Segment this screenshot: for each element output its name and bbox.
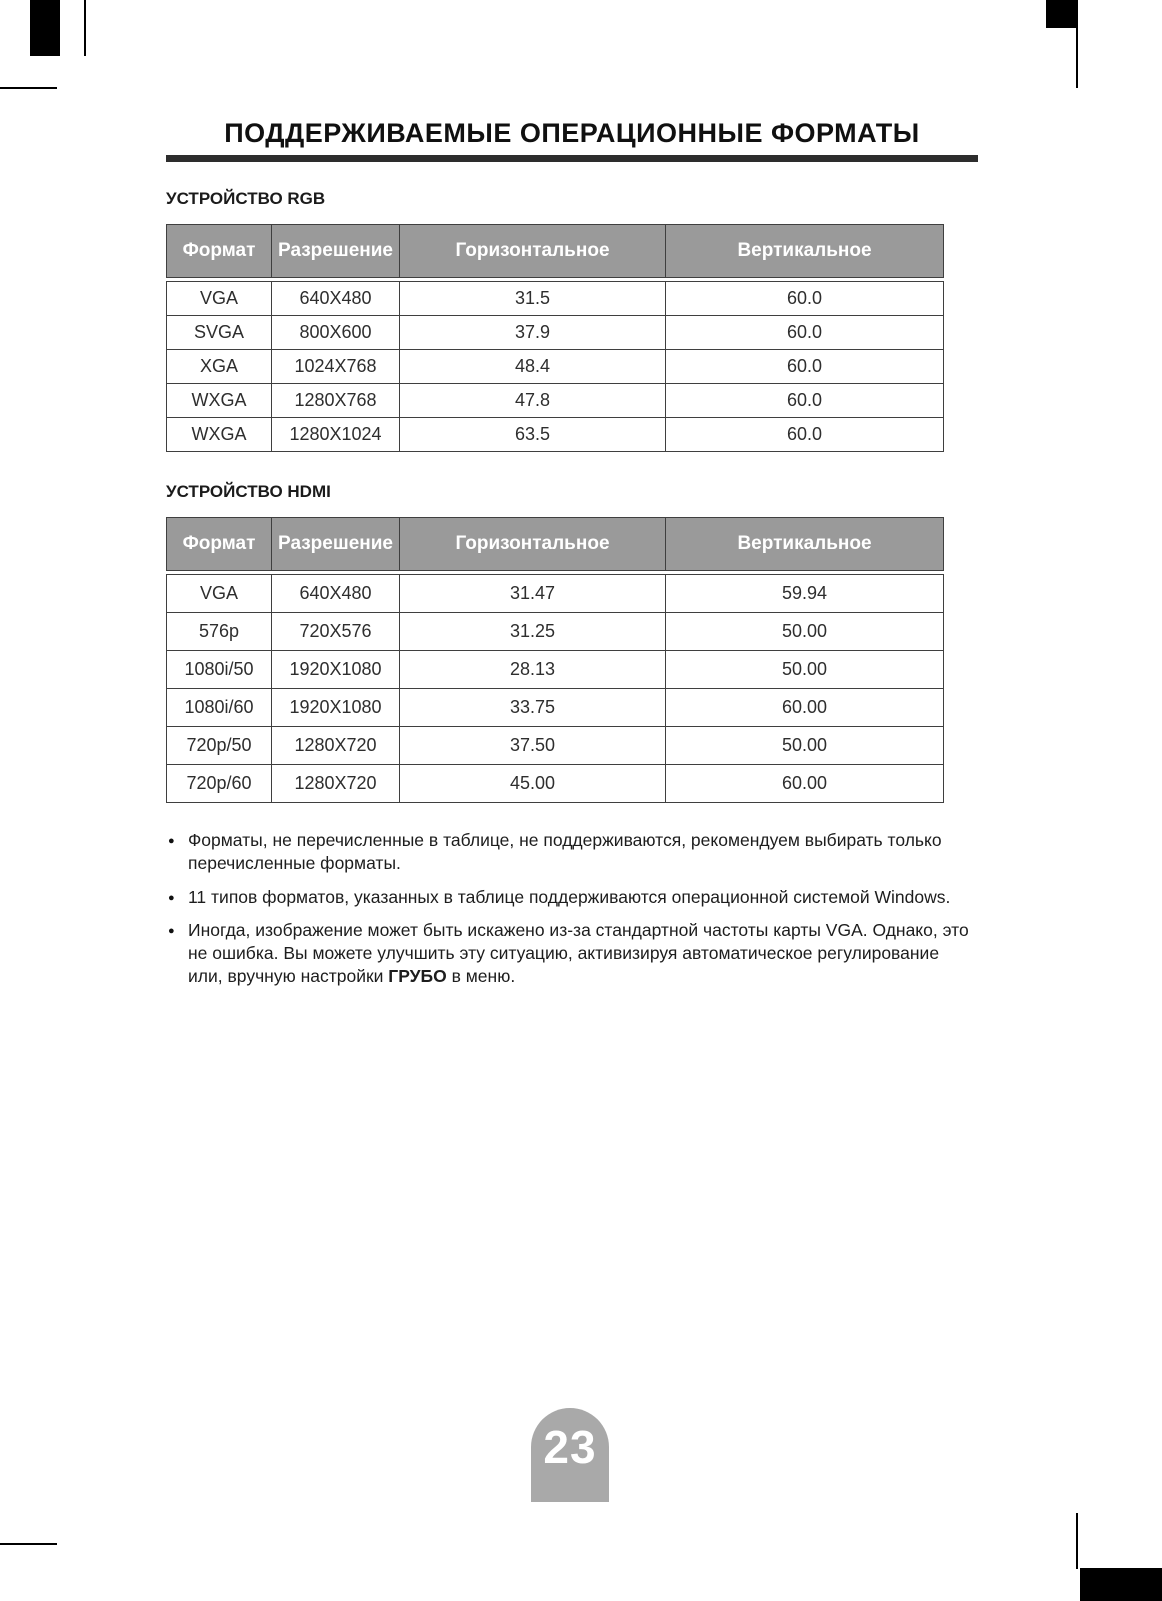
bullet-icon <box>166 919 188 989</box>
hdmi-table-header-row <box>166 517 944 571</box>
table-cell: 1024X768 <box>271 350 399 383</box>
table-cell: 60.0 <box>665 350 943 383</box>
rgb-table-body <box>166 281 944 452</box>
note-text: 11 типов форматов, указанных в таблице поддерживаются операционной системой Windows. <box>188 886 951 907</box>
crop-mark-top-right-vline <box>1076 0 1078 88</box>
table-row <box>167 349 943 383</box>
table-header-cell: Разрешение <box>271 518 399 570</box>
note-text <box>188 919 972 989</box>
table-cell: 800X600 <box>271 316 399 349</box>
table-cell: 33.75 <box>399 689 665 726</box>
crop-mark-top-left-vline <box>84 0 86 56</box>
rgb-table <box>166 224 944 452</box>
table-cell: 720p/50 <box>186 735 252 755</box>
table-cell: 1280X768 <box>271 384 399 417</box>
note-item <box>166 886 972 909</box>
note-text-bold: ГРУБО <box>388 966 447 987</box>
table-header-cell: Формат <box>182 240 256 261</box>
table-cell: 37.9 <box>399 316 665 349</box>
table-row <box>167 726 943 764</box>
table-header-cell: Горизонтальное <box>399 225 665 277</box>
table-cell: 31.47 <box>399 575 665 612</box>
hdmi-table-body <box>166 574 944 803</box>
table-cell: 1920X1080 <box>271 689 399 726</box>
note-text-post: в меню. <box>446 966 516 987</box>
table-cell: 59.94 <box>665 575 943 612</box>
table-header-cell: Вертикальное <box>665 225 943 277</box>
table-cell: 60.0 <box>665 418 943 451</box>
table-cell: 48.4 <box>399 350 665 383</box>
table-row <box>167 764 943 802</box>
table-cell: 60.00 <box>665 689 943 726</box>
table-cell: 640X480 <box>271 575 399 612</box>
crop-mark-top-right-block <box>1046 0 1076 28</box>
hdmi-section-label: УСТРОЙСТВО HDMI <box>166 482 331 501</box>
note-text: Форматы, не перечисленные в таблице, не поддерживаются, рекомендуем выбирать только перечисленные форматы. <box>188 830 942 874</box>
table-cell: 1280X1024 <box>271 418 399 451</box>
note-item <box>166 829 972 876</box>
table-header-cell: Разрешение <box>271 225 399 277</box>
table-cell: 63.5 <box>399 418 665 451</box>
crop-mark-bottom-right-block <box>1080 1568 1162 1601</box>
rgb-table-header-row <box>166 224 944 278</box>
rgb-section-label: УСТРОЙСТВО RGB <box>166 189 326 208</box>
table-cell: 50.00 <box>665 727 943 764</box>
note-text-pre: Иногда, изображение может быть искажено из-за стандартной частоты карты VGA. Однако, это не ошибка. Вы можете улучшить эту ситуацию, активизируя автоматическое регулирование или, вручную настройки <box>188 919 969 987</box>
table-cell: 720X576 <box>271 613 399 650</box>
table-row <box>167 612 943 650</box>
table-cell: XGA <box>199 356 238 376</box>
table-cell: VGA <box>199 288 238 308</box>
table-row <box>167 417 943 451</box>
table-row <box>167 282 943 315</box>
crop-mark-top-left-block <box>30 0 60 56</box>
table-cell: 60.0 <box>665 282 943 315</box>
table-cell: 60.00 <box>665 765 943 802</box>
table-cell: 60.0 <box>665 316 943 349</box>
table-cell: 50.00 <box>665 651 943 688</box>
table-cell: 1280X720 <box>271 765 399 802</box>
table-row <box>167 688 943 726</box>
hdmi-table <box>166 517 944 803</box>
note-item <box>166 919 972 989</box>
page-number-badge <box>531 1408 609 1502</box>
table-header-cell: Вертикальное <box>665 518 943 570</box>
table-cell: WXGA <box>191 390 247 410</box>
page-content <box>166 118 978 999</box>
table-cell: VGA <box>199 583 238 603</box>
table-cell: 576p <box>198 621 240 641</box>
table-cell: 31.5 <box>399 282 665 315</box>
table-cell: WXGA <box>191 424 247 444</box>
table-row <box>167 575 943 612</box>
table-row <box>167 650 943 688</box>
crop-mark-top-left-hline <box>0 87 57 89</box>
table-cell: 720p/60 <box>186 773 252 793</box>
table-cell: 31.25 <box>399 613 665 650</box>
table-cell: 28.13 <box>399 651 665 688</box>
table-header-cell: Формат <box>182 533 256 554</box>
table-cell: 37.50 <box>399 727 665 764</box>
title-underline-bar <box>166 155 978 162</box>
table-cell: SVGA <box>193 322 245 342</box>
notes-list <box>166 829 972 989</box>
table-cell: 1080i/50 <box>184 659 254 679</box>
table-header-cell: Горизонтальное <box>399 518 665 570</box>
table-row <box>167 315 943 349</box>
page-title: ПОДДЕРЖИВАЕМЫЕ ОПЕРАЦИОННЫЕ ФОРМАТЫ <box>224 118 920 148</box>
table-cell: 60.0 <box>665 384 943 417</box>
bullet-icon <box>166 829 188 876</box>
table-cell: 50.00 <box>665 613 943 650</box>
table-cell: 47.8 <box>399 384 665 417</box>
bullet-icon <box>166 886 188 909</box>
table-cell: 1280X720 <box>271 727 399 764</box>
page-number: 23 <box>543 1421 597 1473</box>
table-cell: 640X480 <box>271 282 399 315</box>
table-cell: 1080i/60 <box>184 697 254 717</box>
crop-mark-bottom-left-hline <box>0 1543 57 1545</box>
table-row <box>167 383 943 417</box>
crop-mark-bottom-right-vline <box>1076 1513 1078 1569</box>
table-cell: 45.00 <box>399 765 665 802</box>
table-cell: 1920X1080 <box>271 651 399 688</box>
